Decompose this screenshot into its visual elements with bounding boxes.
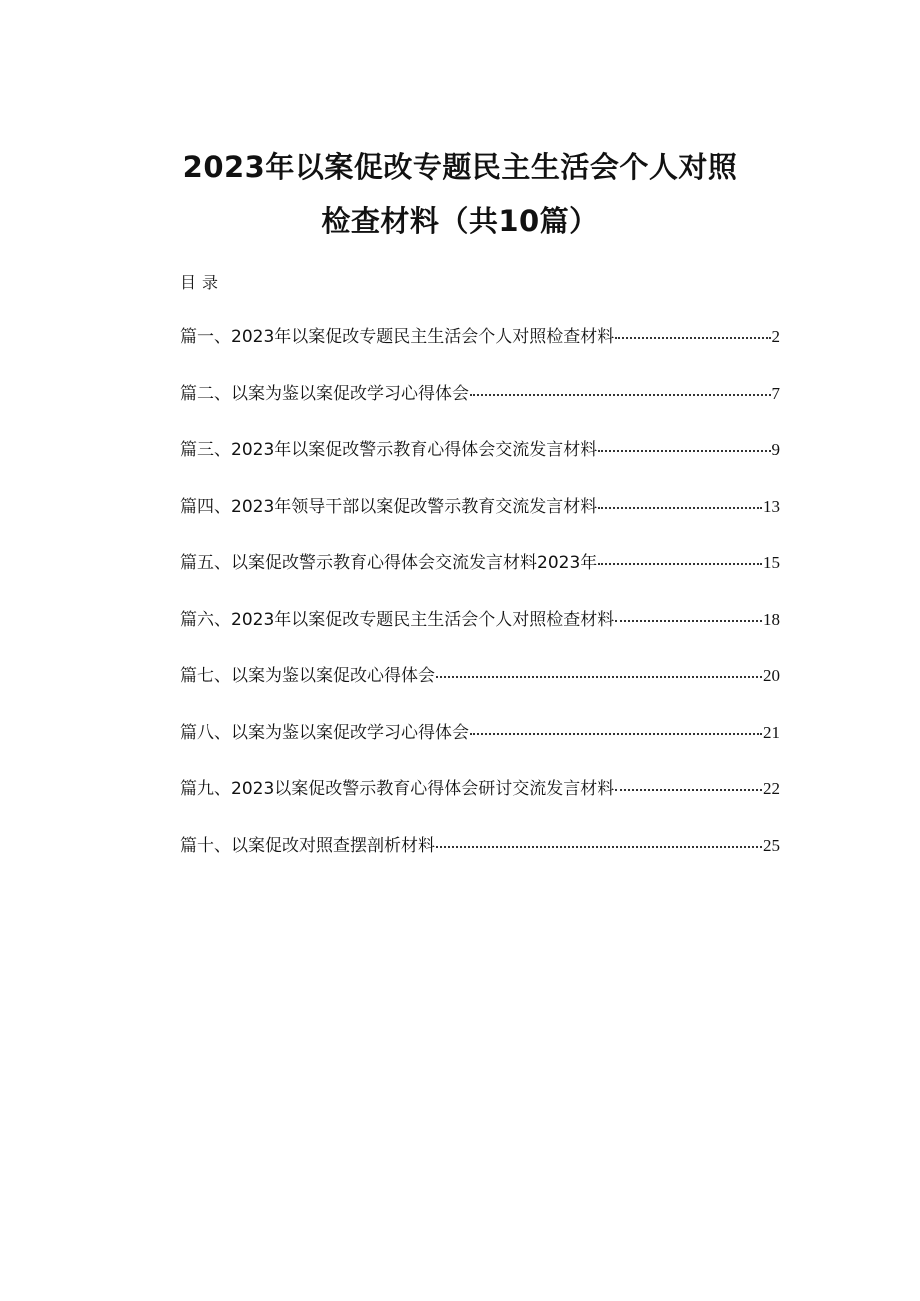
toc-entry-label: 篇四、2023年领导干部以案促改警示教育交流发言材料 [180, 496, 598, 517]
toc-entry-page: 13 [763, 496, 780, 516]
toc-entry-label: 篇六、2023年以案促改专题民主生活会个人对照检查材料 [180, 609, 615, 630]
toc-entry-page: 18 [763, 609, 780, 629]
toc-entry-page: 20 [763, 666, 780, 685]
toc-entry-page: 9 [771, 440, 780, 459]
toc-entry-2[interactable] [180, 379, 780, 436]
title-line-2: 检查材料（共10篇） [321, 204, 599, 238]
toc-entry-page: 15 [763, 553, 780, 572]
toc-entry-page: 21 [763, 722, 780, 742]
toc-leader-dots [615, 620, 762, 622]
toc-leader-dots [470, 733, 762, 735]
toc-leader-dots [598, 563, 762, 565]
toc-leader-dots [598, 450, 770, 452]
toc-leader-dots [615, 789, 762, 791]
toc-entry-page: 25 [763, 835, 780, 855]
toc-entry-4[interactable] [180, 492, 780, 549]
toc-entry-1[interactable] [180, 322, 780, 379]
toc-leader-dots [470, 394, 771, 396]
toc-heading: 目录 [180, 273, 225, 292]
toc-leader-dots [436, 676, 762, 678]
toc-leader-dots [436, 846, 762, 848]
toc-entry-7[interactable] [180, 661, 780, 718]
toc-entry-page: 7 [771, 383, 780, 403]
toc-entry-label: 篇一、2023年以案促改专题民主生活会个人对照检查材料 [180, 327, 615, 347]
title-line-1: 2023年以案促改专题民主生活会个人对照 [182, 150, 738, 184]
toc-entry-9[interactable] [180, 774, 780, 831]
toc-leader-dots [598, 507, 762, 509]
toc-entry-page: 22 [763, 779, 780, 798]
document-title [0, 140, 920, 248]
toc-entry-label: 篇八、以案为鉴以案促改学习心得体会 [180, 722, 469, 743]
toc-entry-3[interactable] [180, 435, 780, 492]
toc-entry-label: 篇九、2023以案促改警示教育心得体会研讨交流发言材料 [180, 779, 615, 799]
toc-entry-page: 2 [771, 327, 780, 346]
toc-entry-10[interactable] [180, 831, 780, 888]
toc-entry-label: 篇十、以案促改对照查摆剖析材料 [180, 835, 435, 856]
toc-entry-label: 篇五、以案促改警示教育心得体会交流发言材料2023年 [180, 553, 598, 573]
toc-entry-label: 篇三、2023年以案促改警示教育心得体会交流发言材料 [180, 440, 598, 460]
toc-entry-8[interactable] [180, 718, 780, 775]
toc-entry-label: 篇二、以案为鉴以案促改学习心得体会 [180, 383, 469, 404]
toc-entry-5[interactable] [180, 548, 780, 605]
toc-entry-label: 篇七、以案为鉴以案促改心得体会 [180, 666, 435, 686]
toc-entry-6[interactable] [180, 605, 780, 662]
toc-leader-dots [615, 337, 770, 339]
table-of-contents [180, 322, 780, 887]
